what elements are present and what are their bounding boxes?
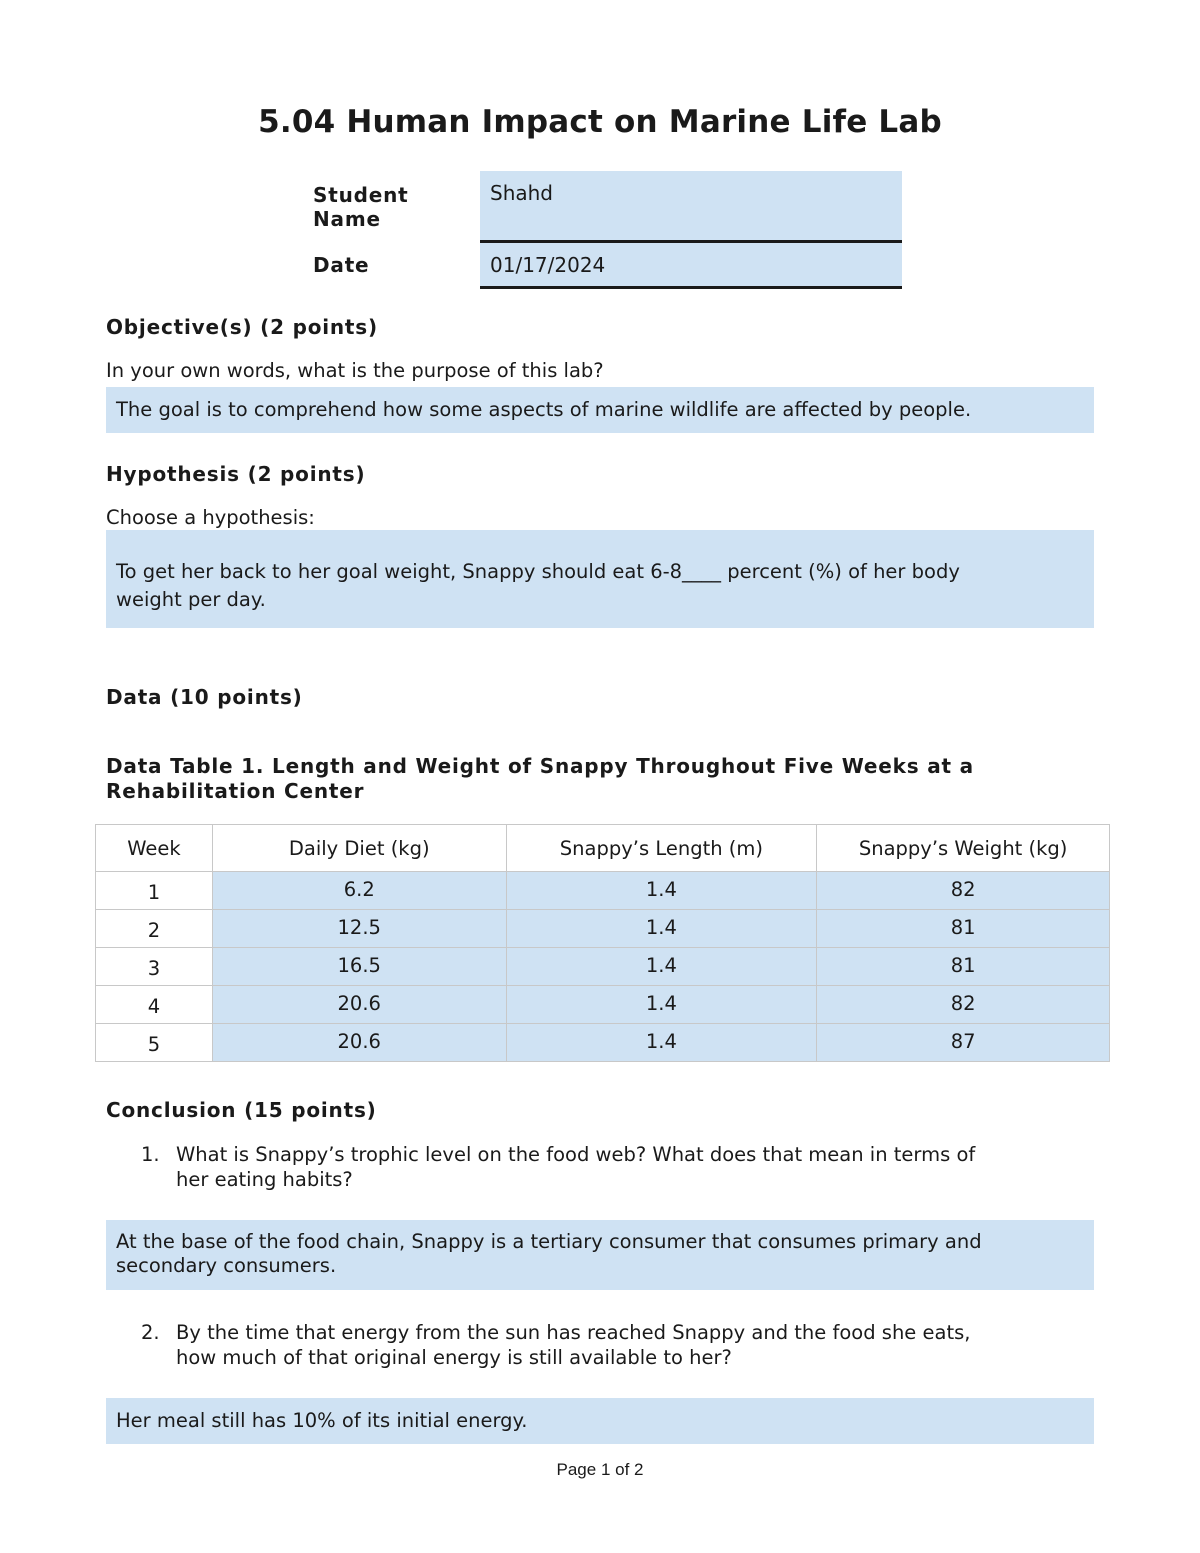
hypothesis-answer-line1: To get her back to her goal weight, Snappy should eat 6-8____ percent (%) of her body <box>116 560 960 583</box>
question-1-number: 1. <box>141 1143 160 1166</box>
data-table <box>95 824 1110 1062</box>
student-name-label-line1: Student <box>313 183 409 207</box>
question-2-number: 2. <box>141 1321 160 1344</box>
hypothesis-answer-line2: weight per day. <box>116 588 266 611</box>
diet-cell[interactable]: 16.5 <box>212 948 506 986</box>
data-table-title <box>106 754 974 804</box>
week-cell: 2 <box>96 910 213 948</box>
weight-cell[interactable]: 82 <box>817 986 1110 1024</box>
page-footer: Page 1 of 2 <box>556 1460 644 1479</box>
table-row <box>96 872 1110 910</box>
table-row <box>96 986 1110 1024</box>
weight-cell[interactable]: 81 <box>817 948 1110 986</box>
student-name-value: Shahd <box>490 181 553 205</box>
date-label: Date <box>313 253 370 277</box>
question-1-answer-line2: secondary consumers. <box>116 1254 337 1277</box>
student-name-label <box>313 183 408 231</box>
weight-cell[interactable]: 82 <box>817 872 1110 910</box>
objective-answer-box[interactable] <box>106 387 1094 433</box>
conclusion-heading: Conclusion (15 points) <box>106 1098 377 1122</box>
table-row <box>96 910 1110 948</box>
diet-cell[interactable]: 12.5 <box>212 910 506 948</box>
column-header-week: Week <box>96 825 213 872</box>
date-underline <box>480 286 902 289</box>
column-header-weight: Snappy’s Weight (kg) <box>817 825 1110 872</box>
question-1-text <box>176 1142 975 1192</box>
hypothesis-answer-box[interactable] <box>106 530 1094 628</box>
table-row <box>96 1024 1110 1062</box>
objective-prompt: In your own words, what is the purpose of this lab? <box>106 359 604 382</box>
weight-cell[interactable]: 87 <box>817 1024 1110 1062</box>
student-name-label-line2: Name <box>313 207 381 231</box>
question-2-line2: how much of that original energy is still available to her? <box>176 1346 732 1369</box>
question-1-answer-line1: At the base of the food chain, Snappy is a tertiary consumer that consumes primary and <box>116 1230 982 1253</box>
length-cell[interactable]: 1.4 <box>506 948 817 986</box>
page-title: 5.04 Human Impact on Marine Life Lab <box>258 104 942 140</box>
data-table-title-line1: Data Table 1. Length and Weight of Snappy Throughout Five Weeks at a <box>106 754 974 778</box>
data-heading: Data (10 points) <box>106 685 303 709</box>
length-cell[interactable]: 1.4 <box>506 986 817 1024</box>
weight-cell[interactable]: 81 <box>817 910 1110 948</box>
question-2-line1: By the time that energy from the sun has reached Snappy and the food she eats, <box>176 1321 971 1344</box>
length-cell[interactable]: 1.4 <box>506 910 817 948</box>
week-cell: 1 <box>96 872 213 910</box>
week-cell: 5 <box>96 1024 213 1062</box>
hypothesis-prompt: Choose a hypothesis: <box>106 506 315 529</box>
column-header-length: Snappy’s Length (m) <box>506 825 817 872</box>
date-field[interactable] <box>480 243 902 287</box>
date-value: 01/17/2024 <box>490 253 606 277</box>
length-cell[interactable]: 1.4 <box>506 1024 817 1062</box>
table-row <box>96 948 1110 986</box>
objective-heading: Objective(s) (2 points) <box>106 315 378 339</box>
hypothesis-heading: Hypothesis (2 points) <box>106 462 366 486</box>
student-name-field[interactable] <box>480 171 902 241</box>
diet-cell[interactable]: 6.2 <box>212 872 506 910</box>
question-1-line2: her eating habits? <box>176 1168 353 1191</box>
table-header-row <box>96 825 1110 872</box>
objective-answer: The goal is to comprehend how some aspects of marine wildlife are affected by people. <box>116 398 972 421</box>
question-2-answer: Her meal still has 10% of its initial energy. <box>116 1409 528 1432</box>
week-cell: 4 <box>96 986 213 1024</box>
diet-cell[interactable]: 20.6 <box>212 1024 506 1062</box>
diet-cell[interactable]: 20.6 <box>212 986 506 1024</box>
question-1-line1: What is Snappy’s trophic level on the food web? What does that mean in terms of <box>176 1143 976 1166</box>
data-table-title-line2: Rehabilitation Center <box>106 779 365 803</box>
week-cell: 3 <box>96 948 213 986</box>
question-1-answer-box[interactable] <box>106 1220 1094 1290</box>
length-cell[interactable]: 1.4 <box>506 872 817 910</box>
column-header-daily-diet: Daily Diet (kg) <box>212 825 506 872</box>
question-2-text <box>176 1320 970 1370</box>
question-2-answer-box[interactable] <box>106 1398 1094 1444</box>
